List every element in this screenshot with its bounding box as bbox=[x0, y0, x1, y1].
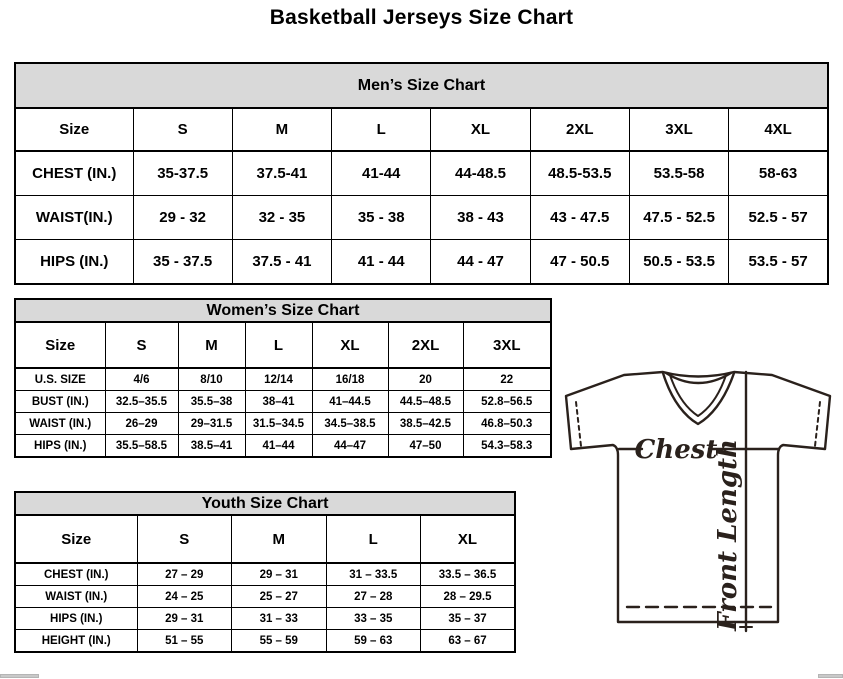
womens-header-cell: L bbox=[245, 322, 312, 368]
mens-row-label: HIPS (IN.) bbox=[15, 240, 133, 285]
table-cell: 29 - 32 bbox=[133, 196, 232, 240]
table-cell: 58-63 bbox=[729, 151, 828, 196]
mens-header-cell: Size bbox=[15, 108, 133, 151]
womens-row-label: U.S. SIZE bbox=[15, 368, 105, 391]
table-cell: 32.5–35.5 bbox=[105, 391, 178, 413]
table-cell: 43 - 47.5 bbox=[530, 196, 629, 240]
table-cell: 24 – 25 bbox=[137, 586, 232, 608]
table-row bbox=[15, 435, 551, 458]
table-cell: 20 bbox=[388, 368, 463, 391]
youth-header-cell: L bbox=[326, 515, 421, 563]
table-cell: 35 - 37.5 bbox=[133, 240, 232, 285]
table-cell: 32 - 35 bbox=[232, 196, 331, 240]
jersey-measurement-diagram bbox=[556, 360, 843, 676]
table-cell: 33.5 – 36.5 bbox=[421, 563, 516, 586]
mens-size-table bbox=[14, 62, 829, 285]
womens-header-row bbox=[15, 322, 551, 368]
youth-header-cell: Size bbox=[15, 515, 137, 563]
table-cell: 47 - 50.5 bbox=[530, 240, 629, 285]
mens-header-cell: S bbox=[133, 108, 232, 151]
womens-header-cell: XL bbox=[312, 322, 388, 368]
table-row bbox=[15, 586, 515, 608]
table-cell: 41-44 bbox=[332, 151, 431, 196]
table-cell: 55 – 59 bbox=[232, 630, 327, 653]
womens-header-cell: Size bbox=[15, 322, 105, 368]
table-row bbox=[15, 368, 551, 391]
womens-header-cell: M bbox=[178, 322, 245, 368]
table-cell: 35.5–58.5 bbox=[105, 435, 178, 458]
table-cell: 38.5–41 bbox=[178, 435, 245, 458]
mens-header-cell: L bbox=[332, 108, 431, 151]
horizontal-scrollbar-fragment-left[interactable] bbox=[0, 674, 39, 678]
table-cell: 35.5–38 bbox=[178, 391, 245, 413]
table-cell: 50.5 - 53.5 bbox=[629, 240, 728, 285]
table-cell: 44.5–48.5 bbox=[388, 391, 463, 413]
table-cell: 52.8–56.5 bbox=[463, 391, 551, 413]
table-cell: 48.5-53.5 bbox=[530, 151, 629, 196]
table-cell: 37.5 - 41 bbox=[232, 240, 331, 285]
mens-row-label: CHEST (IN.) bbox=[15, 151, 133, 196]
womens-header-cell: 3XL bbox=[463, 322, 551, 368]
jersey-diagram-svg bbox=[556, 360, 843, 676]
table-row bbox=[15, 196, 828, 240]
table-row bbox=[15, 391, 551, 413]
table-cell: 44-48.5 bbox=[431, 151, 530, 196]
table-cell: 41–44.5 bbox=[312, 391, 388, 413]
chest-label: Chest bbox=[634, 435, 718, 465]
table-cell: 26–29 bbox=[105, 413, 178, 435]
table-cell: 63 – 67 bbox=[421, 630, 516, 653]
youth-header-cell: XL bbox=[421, 515, 516, 563]
youth-row-label: HIPS (IN.) bbox=[15, 608, 137, 630]
mens-table-title: Men’s Size Chart bbox=[15, 63, 828, 108]
table-cell: 51 – 55 bbox=[137, 630, 232, 653]
table-cell: 46.8–50.3 bbox=[463, 413, 551, 435]
table-row bbox=[15, 608, 515, 630]
womens-row-label: HIPS (IN.) bbox=[15, 435, 105, 458]
table-cell: 41–44 bbox=[245, 435, 312, 458]
table-cell: 34.5–38.5 bbox=[312, 413, 388, 435]
youth-table-title: Youth Size Chart bbox=[15, 492, 515, 515]
mens-header-cell: XL bbox=[431, 108, 530, 151]
mens-header-cell: 3XL bbox=[629, 108, 728, 151]
table-cell: 47.5 - 52.5 bbox=[629, 196, 728, 240]
table-cell: 25 – 27 bbox=[232, 586, 327, 608]
table-cell: 31.5–34.5 bbox=[245, 413, 312, 435]
mens-header-cell: 4XL bbox=[729, 108, 828, 151]
table-cell: 38 - 43 bbox=[431, 196, 530, 240]
page-title: Basketball Jerseys Size Chart bbox=[269, 6, 574, 29]
table-row bbox=[15, 240, 828, 285]
jersey-outline bbox=[566, 372, 830, 622]
table-cell: 28 – 29.5 bbox=[421, 586, 516, 608]
womens-table-title: Women’s Size Chart bbox=[15, 299, 551, 322]
table-cell: 35 – 37 bbox=[421, 608, 516, 630]
table-cell: 35 - 38 bbox=[332, 196, 431, 240]
youth-row-label: HEIGHT (IN.) bbox=[15, 630, 137, 653]
table-cell: 8/10 bbox=[178, 368, 245, 391]
table-row bbox=[15, 563, 515, 586]
womens-header-cell: 2XL bbox=[388, 322, 463, 368]
womens-title-row bbox=[15, 299, 551, 322]
table-cell: 29–31.5 bbox=[178, 413, 245, 435]
table-cell: 16/18 bbox=[312, 368, 388, 391]
horizontal-scrollbar-fragment-right[interactable] bbox=[818, 674, 843, 678]
youth-header-cell: M bbox=[232, 515, 327, 563]
mens-title-row bbox=[15, 63, 828, 108]
table-row bbox=[15, 151, 828, 196]
table-cell: 29 – 31 bbox=[137, 608, 232, 630]
youth-row-label: CHEST (IN.) bbox=[15, 563, 137, 586]
table-cell: 31 – 33.5 bbox=[326, 563, 421, 586]
table-cell: 4/6 bbox=[105, 368, 178, 391]
table-cell: 54.3–58.3 bbox=[463, 435, 551, 458]
table-cell: 44–47 bbox=[312, 435, 388, 458]
table-cell: 47–50 bbox=[388, 435, 463, 458]
table-row bbox=[15, 630, 515, 653]
youth-header-row bbox=[15, 515, 515, 563]
table-cell: 52.5 - 57 bbox=[729, 196, 828, 240]
womens-row-label: WAIST (IN.) bbox=[15, 413, 105, 435]
table-cell: 59 – 63 bbox=[326, 630, 421, 653]
table-cell: 41 - 44 bbox=[332, 240, 431, 285]
table-cell: 29 – 31 bbox=[232, 563, 327, 586]
table-cell: 35-37.5 bbox=[133, 151, 232, 196]
table-cell: 27 – 28 bbox=[326, 586, 421, 608]
youth-title-row bbox=[15, 492, 515, 515]
mens-row-label: WAIST(IN.) bbox=[15, 196, 133, 240]
mens-header-row bbox=[15, 108, 828, 151]
table-cell: 33 – 35 bbox=[326, 608, 421, 630]
table-row bbox=[15, 413, 551, 435]
table-cell: 12/14 bbox=[245, 368, 312, 391]
womens-row-label: BUST (IN.) bbox=[15, 391, 105, 413]
womens-header-cell: S bbox=[105, 322, 178, 368]
table-cell: 53.5-58 bbox=[629, 151, 728, 196]
table-cell: 27 – 29 bbox=[137, 563, 232, 586]
table-cell: 37.5-41 bbox=[232, 151, 331, 196]
front-length-label: Front Length bbox=[713, 439, 743, 631]
mens-header-cell: M bbox=[232, 108, 331, 151]
table-cell: 53.5 - 57 bbox=[729, 240, 828, 285]
youth-size-table bbox=[14, 491, 516, 653]
table-cell: 38.5–42.5 bbox=[388, 413, 463, 435]
womens-size-table bbox=[14, 298, 552, 458]
table-cell: 22 bbox=[463, 368, 551, 391]
table-cell: 38–41 bbox=[245, 391, 312, 413]
table-cell: 44 - 47 bbox=[431, 240, 530, 285]
mens-header-cell: 2XL bbox=[530, 108, 629, 151]
youth-header-cell: S bbox=[137, 515, 232, 563]
table-cell: 31 – 33 bbox=[232, 608, 327, 630]
youth-row-label: WAIST (IN.) bbox=[15, 586, 137, 608]
